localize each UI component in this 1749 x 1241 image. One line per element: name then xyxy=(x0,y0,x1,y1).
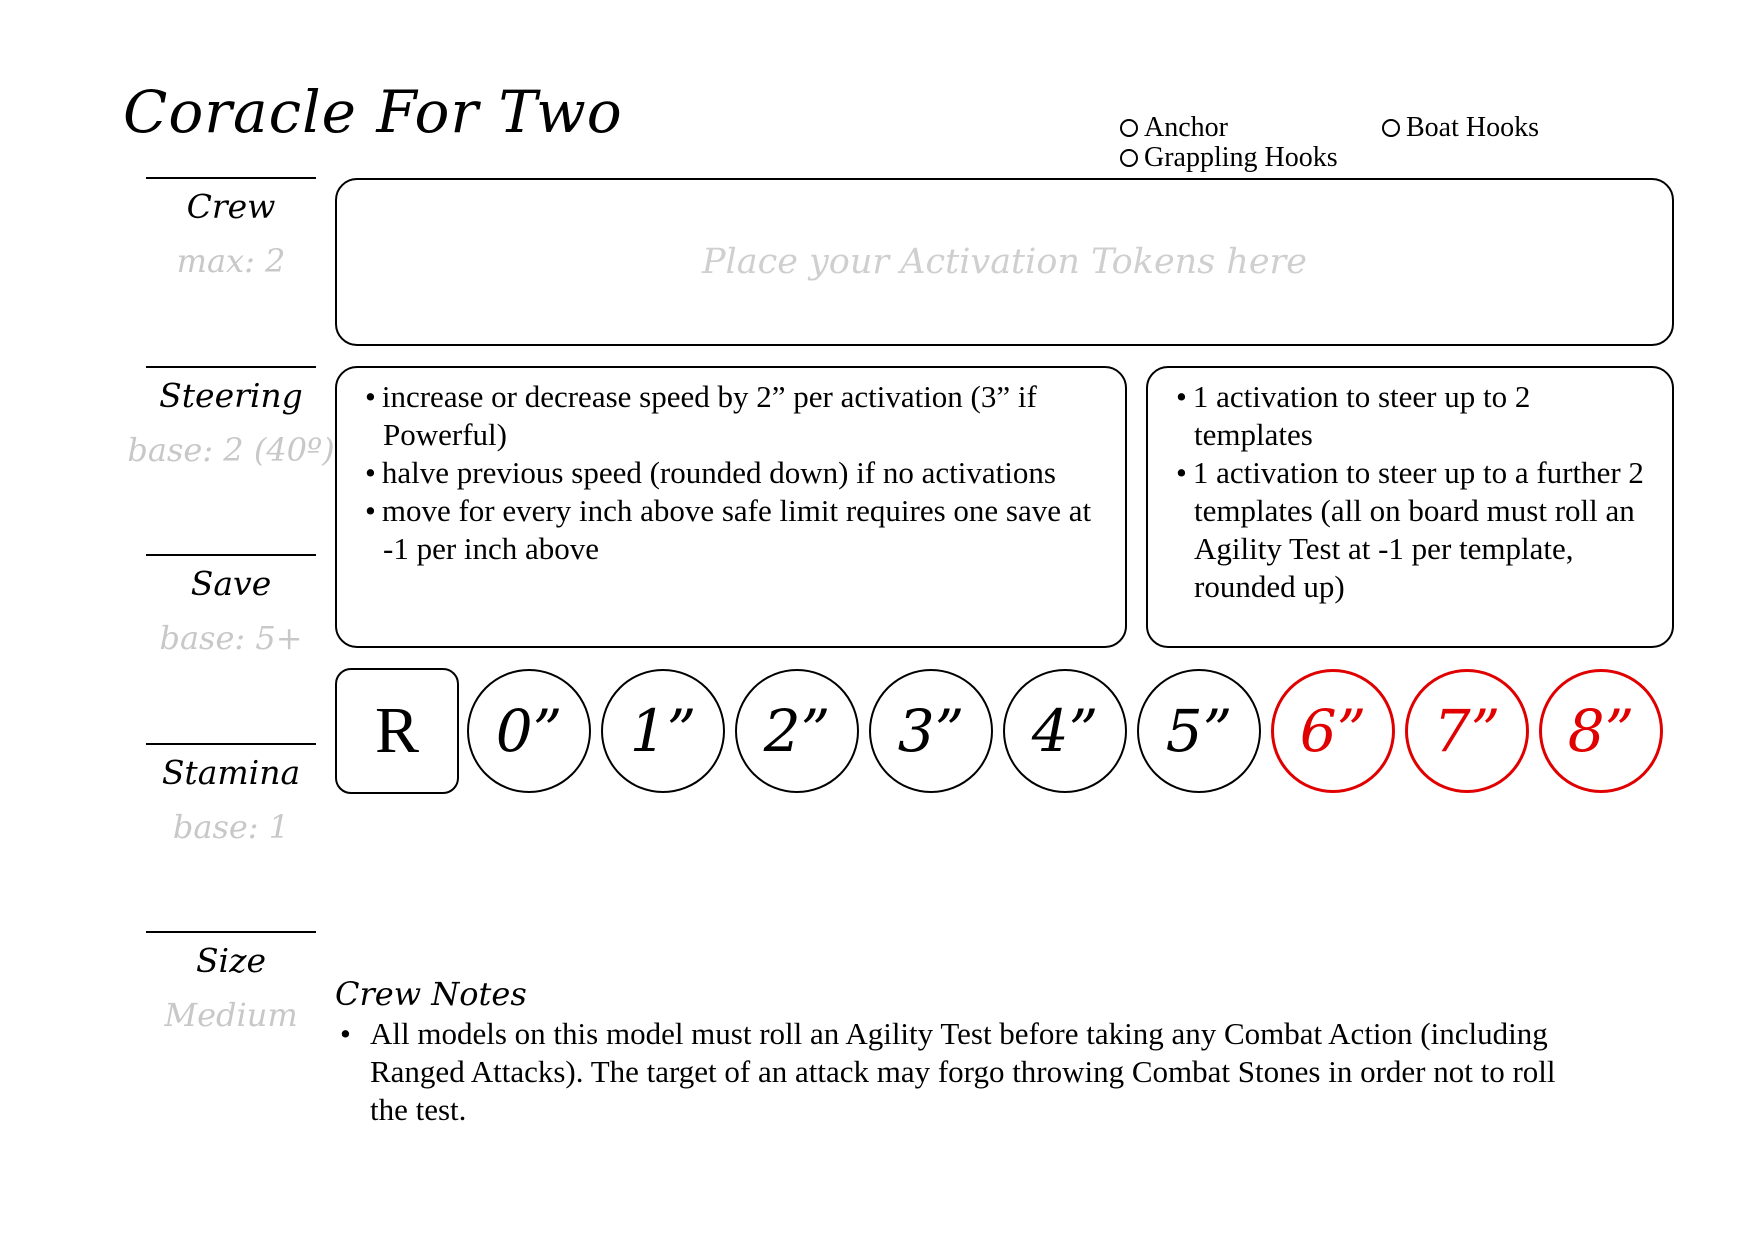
steer-rule-item: • 1 activation to steer up to a further 2 templates (all on board must roll an Agility Test at -1 per template, rounded up) xyxy=(1176,454,1648,606)
steering-rules-box xyxy=(1146,366,1674,648)
crew-notes xyxy=(340,1015,1600,1129)
divider xyxy=(146,554,316,556)
anchor-label: Anchor xyxy=(1144,112,1228,143)
stat-stamina-value: base: 1 xyxy=(172,808,290,846)
stat-steering xyxy=(127,366,335,469)
boat-hooks-label: Boat Hooks xyxy=(1406,112,1539,143)
boat-hooks-option[interactable] xyxy=(1382,112,1539,144)
stat-save xyxy=(146,554,316,657)
speed-7-circle[interactable]: 7” xyxy=(1405,669,1529,793)
crew-notes-title: Crew Notes xyxy=(335,975,527,1013)
grappling-hooks-checkbox-icon[interactable] xyxy=(1120,149,1138,167)
speed-rules-box xyxy=(335,366,1127,648)
speed-5-circle[interactable]: 5” xyxy=(1137,669,1261,793)
speed-6-circle[interactable]: 6” xyxy=(1271,669,1395,793)
reverse-box[interactable]: R xyxy=(335,668,459,794)
stat-size-value: Medium xyxy=(164,996,298,1034)
stat-crew-name: Crew xyxy=(186,187,276,226)
speed-rule-item: • move for every inch above safe limit requires one save at -1 per inch above xyxy=(365,492,1101,568)
activation-placeholder: Place your Activation Tokens here xyxy=(701,242,1307,282)
grappling-hooks-label: Grappling Hooks xyxy=(1144,142,1338,173)
boat-hooks-checkbox-icon[interactable] xyxy=(1382,119,1400,137)
speed-rule-item: • increase or decrease speed by 2” per activation (3” if Powerful) xyxy=(365,378,1101,454)
stat-stamina xyxy=(146,743,316,846)
divider xyxy=(146,743,316,745)
stat-save-name: Save xyxy=(190,564,272,603)
activation-token-area[interactable] xyxy=(335,178,1674,346)
stat-stamina-name: Stamina xyxy=(161,753,301,792)
speed-track xyxy=(335,668,1673,794)
stat-size xyxy=(146,931,316,1034)
divider xyxy=(146,366,316,368)
speed-8-circle[interactable]: 8” xyxy=(1539,669,1663,793)
grappling-hooks-option[interactable] xyxy=(1120,142,1338,174)
divider xyxy=(146,931,316,933)
stat-save-value: base: 5+ xyxy=(159,619,303,657)
stat-crew-value: max: 2 xyxy=(176,242,286,280)
stat-crew xyxy=(146,177,316,280)
speed-1-circle[interactable]: 1” xyxy=(601,669,725,793)
stat-size-name: Size xyxy=(195,941,267,980)
stat-steering-name: Steering xyxy=(159,376,303,415)
crew-note-item: • All models on this model must roll an Agility Test before taking any Combat Action (including Ranged Attacks). The target of an attack may forgo throwing Combat Stones in order not to roll the test. xyxy=(340,1015,1600,1129)
anchor-checkbox-icon[interactable] xyxy=(1120,119,1138,137)
speed-rule-item: • halve previous speed (rounded down) if no activations xyxy=(365,454,1101,492)
speed-3-circle[interactable]: 3” xyxy=(869,669,993,793)
divider xyxy=(146,177,316,179)
stat-steering-value: base: 2 (40º) xyxy=(127,431,335,469)
speed-4-circle[interactable]: 4” xyxy=(1003,669,1127,793)
speed-0-circle[interactable]: 0” xyxy=(467,669,591,793)
speed-2-circle[interactable]: 2” xyxy=(735,669,859,793)
steer-rule-item: • 1 activation to steer up to 2 templates xyxy=(1176,378,1648,454)
anchor-option[interactable] xyxy=(1120,112,1228,144)
page-title: Coracle For Two xyxy=(123,78,623,146)
